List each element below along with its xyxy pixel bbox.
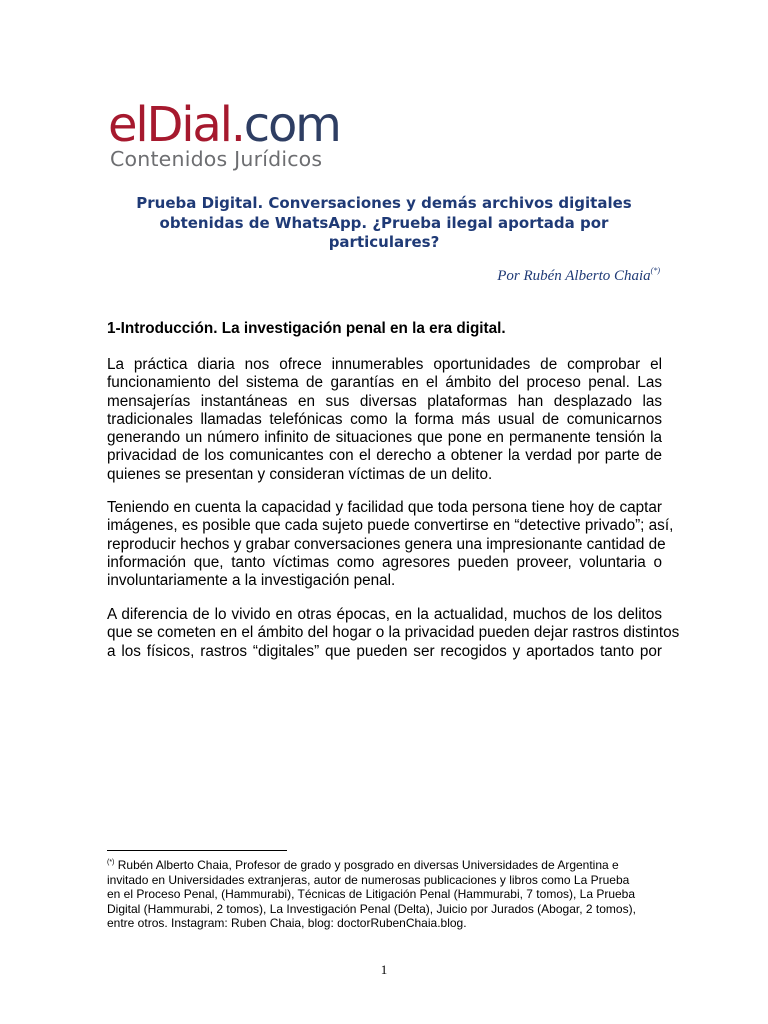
footnote-line: Digital (Hammurabi, 2 tomos), La Investigación Penal (Delta), Juicio por Jurados (Abogar, 2 tomos), xyxy=(107,901,636,916)
title-line: particulares? xyxy=(328,233,440,251)
paragraph-line: A diferencia de lo vivido en otras épocas, en la actualidad, muchos de los delitos xyxy=(107,606,662,623)
footnote-line: entre otros. Instagram: Ruben Chaia, blog: doctorRubenChaia.blog. xyxy=(107,916,467,930)
paragraph-line: quienes se presentan y consideran víctimas de un delito. xyxy=(107,465,493,483)
footnote-marker: (*) xyxy=(107,859,115,866)
section-heading: 1-Introducción. La investigación penal en la era digital. xyxy=(107,320,506,337)
logo-com: com xyxy=(243,97,340,153)
paragraph-line: La práctica diaria nos ofrece innumerables oportunidades de comprobar el xyxy=(107,356,662,373)
page-number: 1 xyxy=(380,962,388,977)
footnote-line: invitado en Universidades extranjeras, autor de numerosas publicaciones y libros como La Prueba xyxy=(107,872,630,887)
paragraph-1 xyxy=(107,356,662,484)
paragraph-line: que se cometen en el ámbito del hogar o la privacidad pueden dejar rastros distintos xyxy=(107,624,680,642)
paragraph-3 xyxy=(107,606,680,661)
paragraph-line: Teniendo en cuenta la capacidad y facilidad que toda persona tiene hoy de captar xyxy=(107,499,662,516)
paragraph-line: generando un número infinito de situaciones que pone en permanente tensión la xyxy=(107,429,662,447)
paragraph-line: tradicionales llamadas telefónicas como la forma más usual de comunicarnos xyxy=(107,410,662,428)
logo-wordmark xyxy=(108,97,340,153)
logo-el: el xyxy=(108,97,147,153)
footnote-line: en el Proceso Penal, (Hammurabi), Técnicas de Litigación Penal (Hammurabi, 7 tomos), La Prueba xyxy=(107,887,636,901)
document-title xyxy=(120,194,648,253)
footnote-line xyxy=(107,856,667,873)
footnote-text: Rubén Alberto Chaia, Profesor de grado y posgrado en diversas Universidades de Argentina e xyxy=(114,858,619,872)
paragraph-line: imágenes, es posible que cada sujeto puede convertirse en “detective privado”; así, xyxy=(107,517,674,535)
eldial-logo xyxy=(108,97,348,178)
footnote-separator xyxy=(107,850,287,851)
title-line: obtenidas de WhatsApp. ¿Prueba ilegal aportada por xyxy=(159,213,609,232)
author-name: Por Rubén Alberto Chaia xyxy=(497,268,651,284)
paragraph-line: privacidad de los comunicantes con el derecho a obtener la verdad por parte de xyxy=(107,447,662,465)
logo-dial: Dial xyxy=(146,97,231,153)
paragraph-line: involuntariamente a la investigación penal. xyxy=(107,572,396,590)
paragraph-line: información que, tanto víctimas como agresores pueden proveer, voluntaria o xyxy=(107,553,662,571)
author-byline xyxy=(497,266,660,285)
paragraph-2 xyxy=(107,499,674,590)
title-line: Prueba Digital. Conversaciones y demás archivos digitales xyxy=(136,194,632,212)
author-footnote-marker: (*) xyxy=(650,266,660,275)
paragraph-line: funcionamiento del sistema de garantías en el ámbito del proceso penal. Las xyxy=(107,374,662,392)
footnote xyxy=(107,856,667,931)
paragraph-line: mensajerías instantáneas en sus diversas plataformas han desplazado las xyxy=(107,392,662,410)
logo-subtitle: Contenidos Jurídicos xyxy=(110,147,323,171)
logo-dot: . xyxy=(230,97,244,153)
paragraph-line: reproducir hechos y grabar conversaciones genera una impresionante cantidad de xyxy=(107,535,666,553)
paragraph-line: a los físicos, rastros “digitales” que pueden ser recogidos y aportados tanto por xyxy=(107,642,662,660)
